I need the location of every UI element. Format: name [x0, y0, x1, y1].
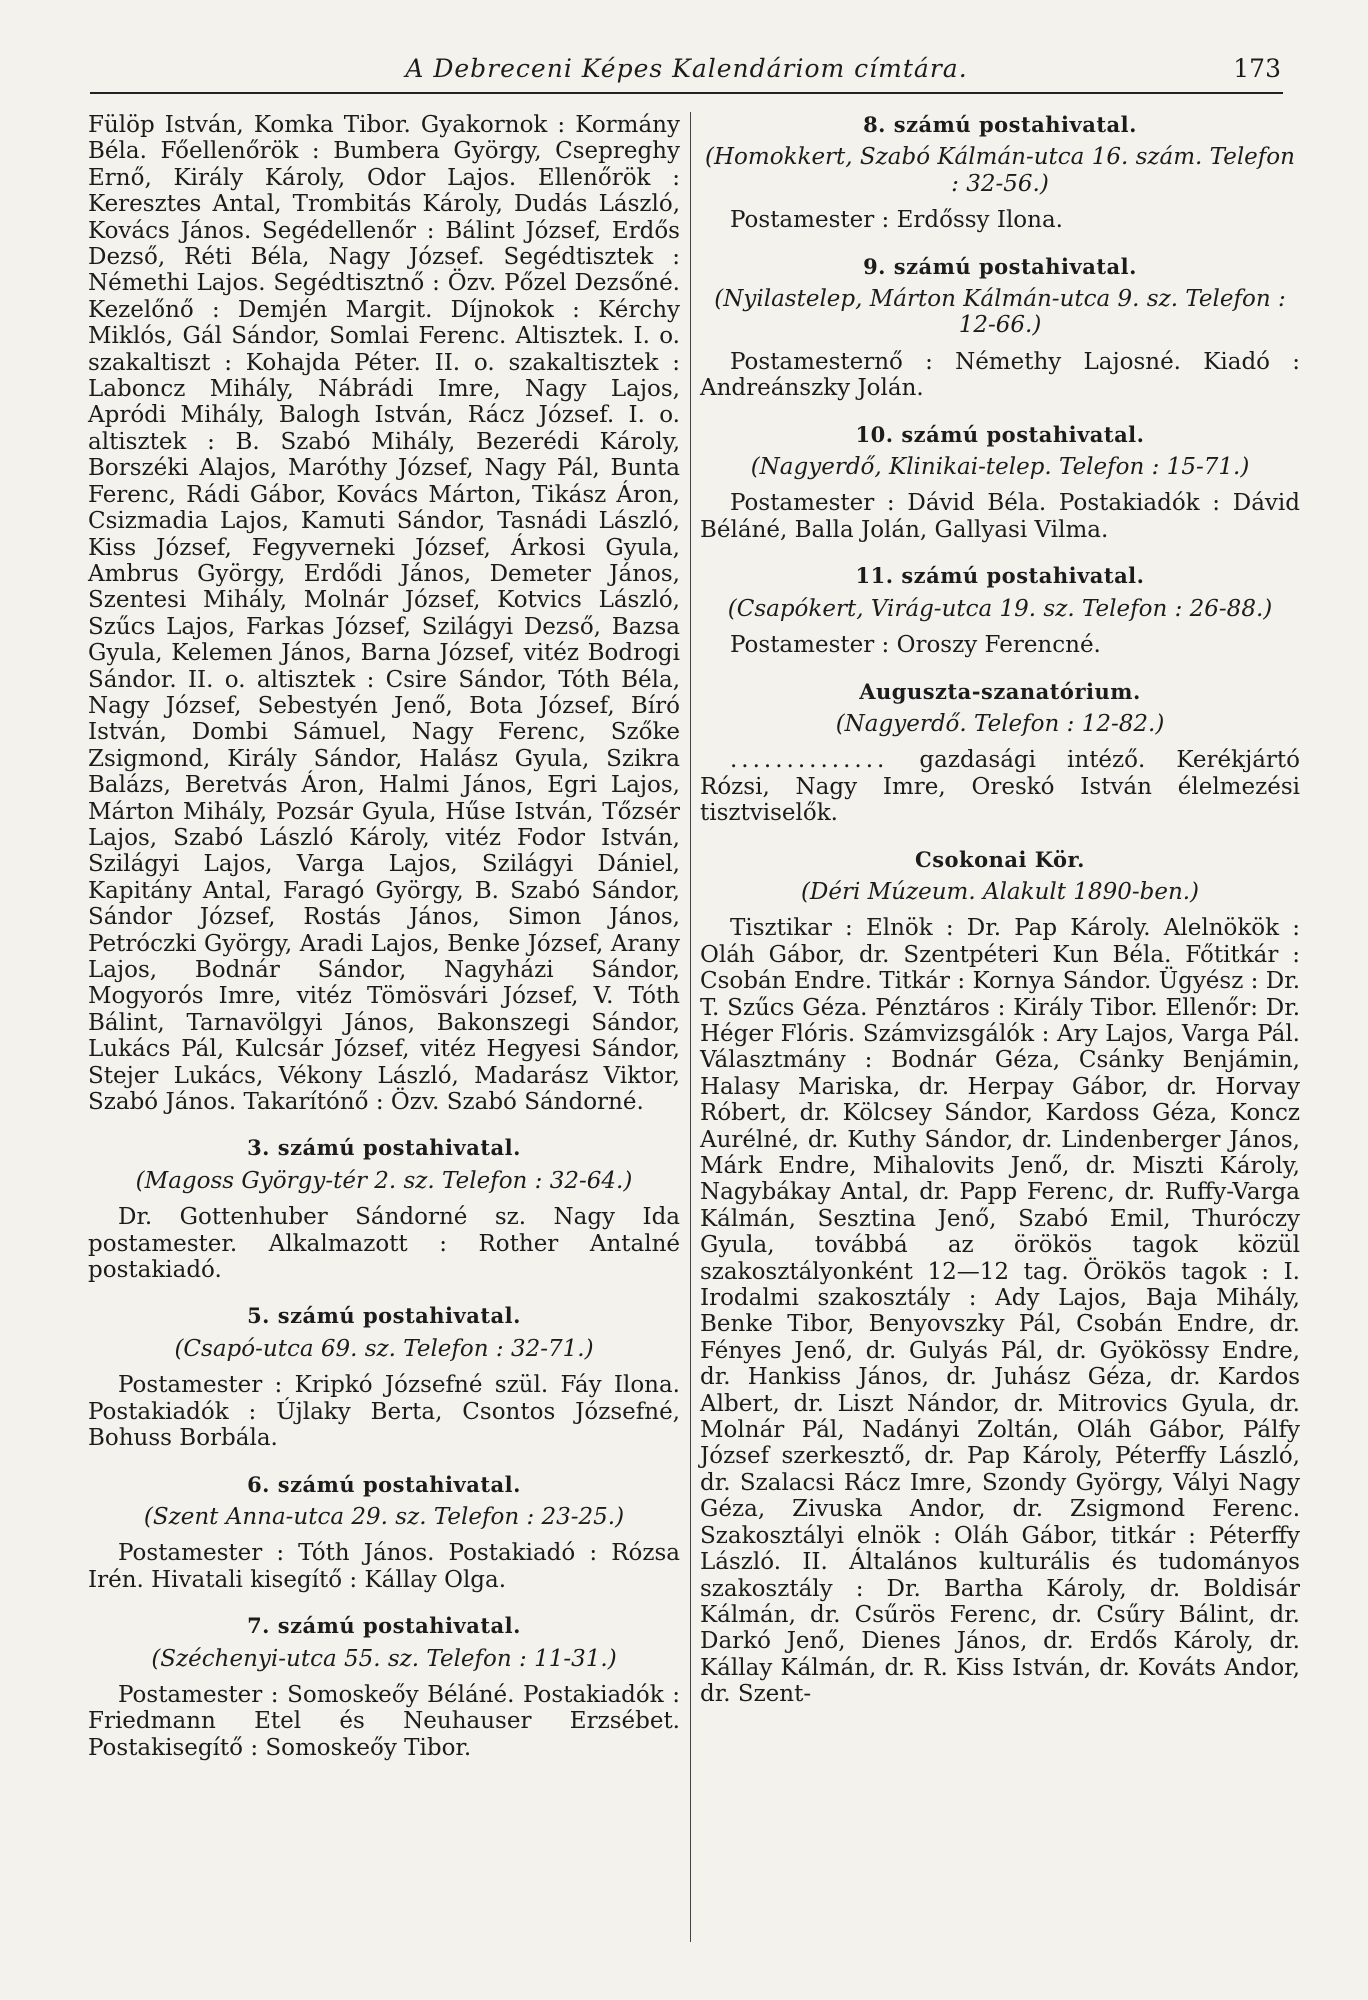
section-title: 7. számú postahivatal.: [247, 1613, 521, 1639]
section-address: (Nagyerdő. Telefon : 12-82.): [835, 710, 1165, 737]
section-body: Postamester : Kripkó Józsefné szül. Fáy Ilona. Postakiadók : Újlaky Berta, Csontos Józsefné, Bohuss Borbála.: [88, 1372, 680, 1452]
section-address: (Homokkert, Szabó Kálmán-utca 16. szám. Telefon : 32-56.): [705, 144, 1295, 197]
section-title: 9. számú postahivatal.: [863, 253, 1137, 279]
page-number: 173: [1233, 54, 1281, 83]
running-title: A Debreceni Képes Kalendáriom címtára.: [405, 54, 968, 83]
section-address: (Magoss György-tér 2. sz. Telefon : 32-64.): [135, 1167, 633, 1194]
section-body: Tisztikar : Elnök : Dr. Pap Károly. Alelnökök : Oláh Gábor, dr. Szentpéteri Kun Béla. Főtitkár : Csobán Endre. Titkár : Kornya Sándor. Ügyész : Dr. T. Szűcs Géza. Pénztáros : Király Tibor. Ellenőr: Dr. Héger Flóris. Számvizsgálók : Ary Lajos, Varga Pál. Választmány : Bodnár Géza, Csánky Benjámin, Halasy Mariska, dr. Herpay Gábor, dr. Horvay Róbert, dr. Kölcsey Sándor, Kardoss Géza, Koncz Aurélné, dr. Kuthy Sándor, dr. Lindenberger János, Márk Endre, Mihalovits Jenő, dr. Miszti Károly, Nagybákay Antal, dr. Papp Ferenc, dr. Ruffy-Varga Kálmán, Sesztina Jenő, Szabó Emil, Thuróczy Gyula, továbbá az örökös tagok közül szakosztályonként 12—12 tag. Örökös tagok : I. Irodalmi szakosztály : Ady Lajos, Baja Mihály, Benke Tibor, Benyovszky Pál, Csobán Endre, dr. Fényes Jenő, dr. Gulyás Pál, dr. Gyökössy Endre, dr. Hankiss János, dr. Juhász Géza, dr. Kardos Albert, dr. Liszt Nándor, dr. Mitrovics Gyula, dr. Molnár Pál, Nadányi Zoltán, Oláh Gábor, Pálfy József szerkesztő, dr. Pap Károly, Péterffy László, dr. Szalacsi Rácz Imre, Szondy György, Vályi Nagy Géza, Zivuska Andor, dr. Zsigmond Ferenc. Szakosztályi elnök : Oláh Gábor, titkár : Péterffy László. II. Általános kulturális és tudományos szakosztály : Dr. Bartha Károly, dr. Boldisár Kálmán, dr. Csűrös Ferenc, dr. Csűry Bálint, dr. Darkó Jenő, Dienes János, dr. Erdős Károly, dr. Kállay Kálmán, dr. R. Kiss István, dr. Kováts Andor, dr. Szent-: [700, 915, 1300, 1708]
intro-paragraph: Fülöp István, Komka Tibor. Gyakornok : Kormány Béla. Főellenőrök : Bumbera György, Csepreghy Ernő, Király Károly, Odor Lajos. Ellenőrök : Keresztes Antal, Trombitás Károly, Dudás László, Kovács János. Segédellenőr : Bálint József, Erdős Dezső, Réti Béla, Nagy József. Segédtisztek : Némethi Lajos. Segédtisztnő : Özv. Pőzel Dezsőné. Kezelőnő : Demjén Margit. Díjnokok : Kérchy Miklós, Gál Sándor, Somlai Ferenc. Altisztek. I. o. szakaltiszt : Kohajda Péter. II. o. szakaltisztek : Laboncz Mihály, Nábrádi Imre, Nagy Lajos, Apródi Mihály, Balogh István, Rácz József. I. o. altisztek : B. Szabó Mihály, Bezerédi Károly, Borszéki Alajos, Maróthy József, Nagy Pál, Bunta Ferenc, Rádi Gábor, Kovács Márton, Tikász Áron, Csizmadia Lajos, Kamuti Sándor, Tasnádi László, Kiss József, Fegyverneki József, Árkosi Gyula, Ambrus György, Erdődi János, Demeter János, Szentesi Mihály, Molnár József, Kotvics László, Szűcs Lajos, Farkas József, Szilágyi Dezső, Bazsa Gyula, Kelemen János, Barna József, vitéz Bodrogi Sándor. II. o. altisztek : Csire Sándor, Tóth Béla, Nagy József, Sebestyén Jenő, Bota József, Bíró István, Dombi Sámuel, Nagy Ferenc, Szőke Zsigmond, Király Sándor, Halász Gyula, Szikra Balázs, Beretvás Áron, Halmi János, Egri Lajos, Márton Mihály, Pozsár Gyula, Hűse István, Tőzsér Lajos, Szabó László Károly, vitéz Fodor István, Szilágyi Lajos, Varga Lajos, Szilágyi Dániel, Kapitány Antal, Faragó György, B. Szabó Sándor, Sándor József, Rostás János, Simon János, Petróczki György, Aradi Lajos, Benke József, Arany Lajos, Bodnár Sándor, Nagyházi Sándor, Mogyorós Imre, vitéz Tömösvári József, V. Tóth Bálint, Tarnavölgyi János, Bakonszegi Sándor, Lukács Pál, Kulcsár József, vitéz Hegyesi Sándor, Stejer Lukács, Vékony László, Madarász Viktor, Szabó János. Takarítónő : Özv. Szabó Sándorné.: [88, 112, 680, 1116]
section-title: 10. számú postahivatal.: [855, 421, 1145, 447]
section-body: [700, 747, 1300, 826]
section-address: (Széchenyi-utca 55. sz. Telefon : 11-31.): [151, 1645, 617, 1672]
section-address: (Nyilastelep, Márton Kálmán-utca 9. sz. Telefon : 12-66.): [714, 286, 1286, 339]
column-divider: [690, 112, 691, 1942]
left-column: [88, 112, 680, 1761]
section-title: 6. számú postahivatal.: [247, 1471, 521, 1497]
section-body: Postamester : Somoskeőy Béláné. Postakiadók : Friedmann Etel és Neuhauser Erzsébet. Postakisegítő : Somoskeőy Tibor.: [88, 1681, 680, 1761]
leader-dots: ..............: [730, 747, 889, 774]
section-body: Postamesternő : Némethy Lajosné. Kiadó : Andreánszky Jolán.: [700, 348, 1300, 402]
section-address: (Csapó-utca 69. sz. Telefon : 32-71.): [174, 1335, 594, 1362]
section-body: Postamester : Erdőssy Ilona.: [730, 207, 1063, 234]
section-address: (Csapókert, Virág-utca 19. sz. Telefon : 26-88.): [727, 595, 1273, 622]
section-title: Auguszta-szanatórium.: [859, 678, 1141, 704]
section-title: 3. számú postahivatal.: [247, 1135, 521, 1161]
section-title: 8. számú postahivatal.: [863, 112, 1137, 137]
section-title: 5. számú postahivatal.: [247, 1303, 521, 1329]
section-address: (Nagyerdő, Klinikai-telep. Telefon : 15-71.): [750, 454, 1250, 481]
section-body: Postamester : Dávid Béla. Postakiadók : Dávid Béláné, Balla Jolán, Gallyasi Vilma.: [700, 490, 1300, 543]
section-address: (Szent Anna-utca 29. sz. Telefon : 23-25.): [143, 1503, 625, 1530]
right-column: [700, 112, 1300, 1708]
section-body: Postamester : Tóth János. Postakiadó : Rózsa Irén. Hivatali kisegítő : Kállay Olga.: [88, 1540, 680, 1593]
section-body: Postamester : Oroszy Ferencné.: [730, 632, 1101, 659]
section-title: Csokonai Kör.: [914, 846, 1085, 872]
section-address: (Déri Múzeum. Alakult 1890-ben.): [800, 878, 1200, 905]
page-header: [90, 44, 1283, 94]
section-body: Dr. Gottenhuber Sándorné sz. Nagy Ida postamester. Alkalmazott : Rother Antalné postakiadó.: [88, 1204, 680, 1284]
section-body-text: gazdasági intéző. Kerékjártó Rózsi, Nagy Imre, Oreskó István élelmezési tisztviselők.: [700, 747, 1301, 827]
section-title: 11. számú postahivatal.: [855, 563, 1145, 589]
